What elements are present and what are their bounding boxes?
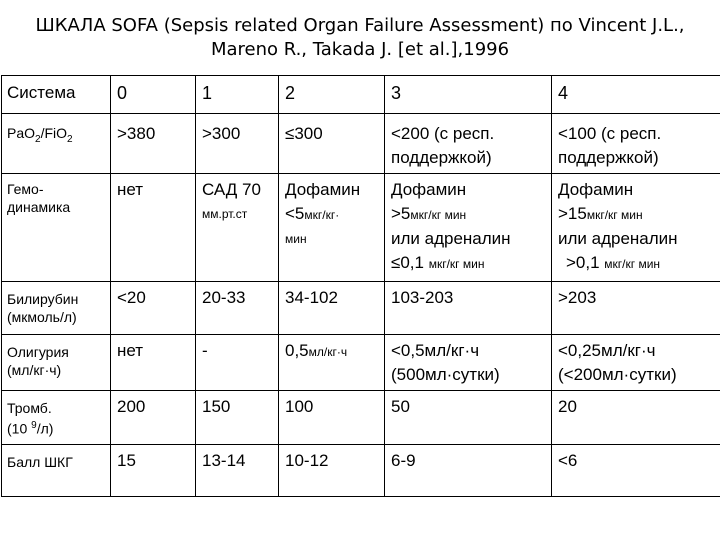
sofa-table bbox=[1, 75, 720, 497]
cell-pao2-4: <100 (с респ. поддержкой) bbox=[552, 114, 720, 174]
header-score-3: 3 bbox=[385, 76, 552, 114]
cell-pao2-3: <200 (с респ. поддержкой) bbox=[385, 114, 552, 174]
cell-oligo-3: <0,5мл/кг·ч (500мл·сутки) bbox=[385, 335, 552, 391]
row-pao2 bbox=[2, 114, 720, 174]
row-label-thromb: Тромб. (10 $^9$/л) bbox=[2, 391, 111, 445]
cell-pao2-2: ≤300 bbox=[279, 114, 385, 174]
row-label-hemo: Гемо- динамика bbox=[2, 174, 111, 282]
row-hemo bbox=[2, 174, 720, 282]
page-title bbox=[0, 14, 720, 62]
header-score-2: 2 bbox=[279, 76, 385, 114]
cell-hemo-1: САД 70 мм.рт.ст bbox=[196, 174, 279, 282]
header-system: Система bbox=[2, 76, 111, 114]
cell-hemo-4: Дофамин >15мкг/кг мин или адреналин >0,1 мкг/кг мин bbox=[552, 174, 720, 282]
cell-oligo-0: нет bbox=[111, 335, 196, 391]
header-score-4: 4 bbox=[552, 76, 720, 114]
title-line-1: ШКАЛА SOFA (Sepsis related Organ Failure Assessment) по Vincent J.L., bbox=[35, 15, 685, 36]
cell-oligo-2: 0,5мл/кг·ч bbox=[279, 335, 385, 391]
row-bili bbox=[2, 282, 720, 335]
cell-gcs-3: 6-9 bbox=[385, 445, 552, 497]
cell-pao2-0: >380 bbox=[111, 114, 196, 174]
row-label-bili: Билирубин (мкмоль/л) bbox=[2, 282, 111, 335]
row-label-oligo: Олигурия (мл/кг·ч) bbox=[2, 335, 111, 391]
cell-thromb-1: 150 bbox=[196, 391, 279, 445]
cell-thromb-0: 200 bbox=[111, 391, 196, 445]
cell-oligo-4: <0,25мл/кг·ч (<200мл·сутки) bbox=[552, 335, 720, 391]
cell-bili-1: 20-33 bbox=[196, 282, 279, 335]
header-score-1: 1 bbox=[196, 76, 279, 114]
cell-hemo-3: Дофамин >5мкг/кг мин или адреналин ≤0,1 мкг/кг мин bbox=[385, 174, 552, 282]
cell-gcs-1: 13-14 bbox=[196, 445, 279, 497]
cell-hemo-0: нет bbox=[111, 174, 196, 282]
title-line-2: Mareno R., Takada J. [et al.],1996 bbox=[210, 39, 510, 60]
header-score-0: 0 bbox=[111, 76, 196, 114]
row-label-pao2: PaO$_2$/FiO$_2$ bbox=[2, 114, 111, 174]
cell-thromb-4: 20 bbox=[552, 391, 720, 445]
row-thromb bbox=[2, 391, 720, 445]
cell-bili-2: 34-102 bbox=[279, 282, 385, 335]
cell-bili-4: >203 bbox=[552, 282, 720, 335]
cell-gcs-4: <6 bbox=[552, 445, 720, 497]
cell-gcs-2: 10-12 bbox=[279, 445, 385, 497]
cell-pao2-1: >300 bbox=[196, 114, 279, 174]
cell-oligo-1: - bbox=[196, 335, 279, 391]
header-row bbox=[2, 76, 720, 114]
row-oligo bbox=[2, 335, 720, 391]
row-gcs bbox=[2, 445, 720, 497]
row-label-gcs: Балл ШКГ bbox=[2, 445, 111, 497]
cell-gcs-0: 15 bbox=[111, 445, 196, 497]
cell-bili-0: <20 bbox=[111, 282, 196, 335]
cell-thromb-3: 50 bbox=[385, 391, 552, 445]
cell-bili-3: 103-203 bbox=[385, 282, 552, 335]
cell-thromb-2: 100 bbox=[279, 391, 385, 445]
cell-hemo-2: Дофамин <5мкг/кг· мин bbox=[279, 174, 385, 282]
